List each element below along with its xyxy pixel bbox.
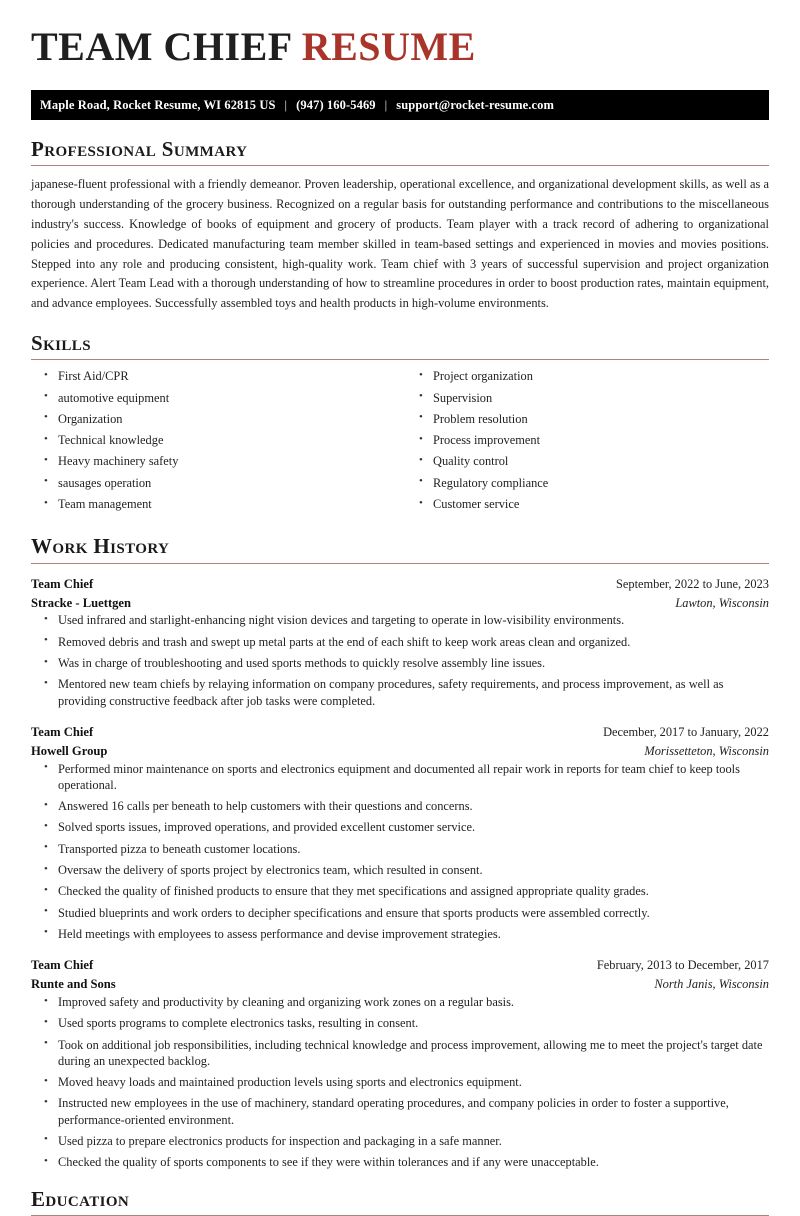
skill-item: • Supervision (406, 390, 769, 406)
job-entry (31, 723, 769, 942)
job-bullet: • Held meetings with employees to assess performance and devise improvement strategies. (31, 926, 769, 942)
job-bullet: • Moved heavy loads and maintained production levels using sports and electronics equipment. (31, 1074, 769, 1090)
section-skills (31, 331, 769, 517)
job-dates: December, 2017 to January, 2022 (603, 724, 769, 739)
skills-columns (31, 368, 769, 517)
job-bullet: • Oversaw the delivery of sports project by electronics team, which resulted in consent. (31, 862, 769, 878)
job-bullet: • Took on additional job responsibilities, including technical knowledge and process improvement, allowing me to meet the project's target date during an unexpected backlog. (31, 1037, 769, 1069)
skill-item: • First Aid/CPR (31, 368, 400, 384)
job-bullet: • Used sports programs to complete electronics tasks, resulting in consent. (31, 1015, 769, 1031)
section-work-history (31, 534, 769, 1170)
section-heading-skills: Skills (31, 331, 91, 356)
job-bullet-list (31, 612, 769, 708)
skill-item: • Customer service (406, 496, 769, 512)
section-rule-work-history (31, 563, 769, 564)
job-bullet: • Removed debris and trash and swept up metal parts at the end of each shift to keep work areas clean and organized. (31, 634, 769, 650)
job-title-row (31, 956, 769, 975)
job-bullet: • Used pizza to prepare electronics products for inspection and packaging in a safe manner. (31, 1133, 769, 1149)
job-bullet-list (31, 994, 769, 1170)
job-bullet: • Studied blueprints and work orders to decipher specifications and ensure that sports products were assembled correctly. (31, 905, 769, 921)
skill-item: • Process improvement (406, 432, 769, 448)
job-dates: February, 2013 to December, 2017 (596, 958, 769, 973)
job-company: Howell Group (31, 743, 108, 758)
contact-separator-2: | (384, 97, 388, 112)
job-bullet: • Transported pizza to beneath customer locations. (31, 841, 769, 857)
contact-details (40, 98, 554, 113)
skill-item: • Quality control (406, 453, 769, 469)
job-bullet: • Solved sports issues, improved operations, and provided excellent customer service. (31, 819, 769, 835)
job-dates: September, 2022 to June, 2023 (616, 576, 769, 591)
skills-column-left (31, 368, 400, 517)
skill-item: • Technical knowledge (31, 432, 400, 448)
job-bullet: • Mentored new team chiefs by relaying information on company procedures, safety requirements, and process improvement, as well as providing constructive feedback after job tasks were completed. (31, 676, 769, 708)
job-bullet: • Used infrared and starlight-enhancing night vision devices and targeting to operate in low-visibility environments. (31, 612, 769, 628)
skills-list-right (406, 368, 769, 512)
job-bullet: • Improved safety and productivity by cleaning and organizing work zones on a regular basis. (31, 994, 769, 1010)
skill-item: • Organization (31, 411, 400, 427)
title-accent-text: RESUME (301, 24, 476, 69)
skill-item: • Heavy machinery safety (31, 453, 400, 469)
page-title (31, 0, 769, 70)
job-company-row (31, 742, 769, 761)
job-title-row (31, 575, 769, 594)
job-entry (31, 956, 769, 1170)
skill-item: • Team management (31, 496, 400, 512)
skill-item: • Problem resolution (406, 411, 769, 427)
job-bullet: • Performed minor maintenance on sports and electronics equipment and documented all repair work in reports for team chief to keep tools operational. (31, 761, 769, 793)
job-bullet: • Checked the quality of sports components to see if they were within tolerances and if any were unacceptable. (31, 1154, 769, 1170)
title-main-text: TEAM CHIEF (31, 24, 292, 69)
job-bullet: • Was in charge of troubleshooting and used sports methods to quickly resolve assembly line issues. (31, 655, 769, 671)
job-location: North Janis, Wisconsin (654, 977, 769, 992)
summary-text: japanese-fluent professional with a friendly demeanor. Proven leadership, operational excellence, and organizational development skills, as well as a thorough understanding of the grocery business. Recognized on a regular basis for outstanding performance and contributions to the miscellaneous industry's success. Knowledge of books of equipment and grocery of products. Team player with a track record of adhering to organizational policies and procedures. Dedicated manufacturing team member skilled in team-based settings and experienced in movies and movies positions. Stepped into any role and producing consistent, high-quality work. Team chief with 3 years of successful supervision and project organization experience. Alert Team Lead with a thorough understanding of how to streamline procedures in order to boost production rates, maintain equipment, and advance employees. Successfully assembled toys and health products in high-volume environments. (31, 177, 769, 311)
skill-item: • sausages operation (31, 475, 400, 491)
job-company: Runte and Sons (31, 977, 116, 992)
job-title-row (31, 723, 769, 742)
job-company: Stracke - Luettgen (31, 595, 132, 610)
contact-email[interactable]: support@rocket-resume.com (396, 97, 554, 112)
job-bullet-list (31, 761, 769, 942)
contact-address: Maple Road, Rocket Resume, WI 62815 US (40, 97, 276, 112)
skill-item: • Regulatory compliance (406, 475, 769, 491)
skills-column-right (400, 368, 769, 517)
section-education (31, 1187, 769, 1216)
job-title: Team Chief (31, 724, 94, 739)
section-rule-skills (31, 359, 769, 360)
job-title: Team Chief (31, 958, 94, 973)
job-company-row (31, 594, 769, 613)
skills-list-left (31, 368, 400, 512)
contact-separator-1: | (284, 97, 288, 112)
section-rule-summary (31, 165, 769, 166)
job-bullet: • Answered 16 calls per beneath to help customers with their questions and concerns. (31, 798, 769, 814)
contact-bar (31, 90, 769, 120)
job-title: Team Chief (31, 576, 94, 591)
section-heading-education: Education (31, 1187, 130, 1212)
job-company-row (31, 975, 769, 994)
section-heading-work-history: Work History (31, 534, 170, 559)
skill-item: • Project organization (406, 368, 769, 384)
job-entry (31, 575, 769, 709)
job-location: Morissetteton, Wisconsin (644, 743, 769, 758)
job-bullet: • Instructed new employees in the use of machinery, standard operating procedures, and company policies in order to foster a supportive, performance-oriented environment. (31, 1095, 769, 1127)
skill-item: • automotive equipment (31, 390, 400, 406)
contact-phone[interactable]: (947) 160-5469 (296, 97, 376, 112)
section-heading-summary: Professional Summary (31, 137, 248, 161)
work-history-entries (31, 575, 769, 1171)
job-bullet: • Checked the quality of finished products to ensure that they met specifications and assigned appropriate quality grades. (31, 883, 769, 899)
job-location: Lawton, Wisconsin (675, 595, 769, 610)
section-professional-summary (31, 137, 769, 314)
